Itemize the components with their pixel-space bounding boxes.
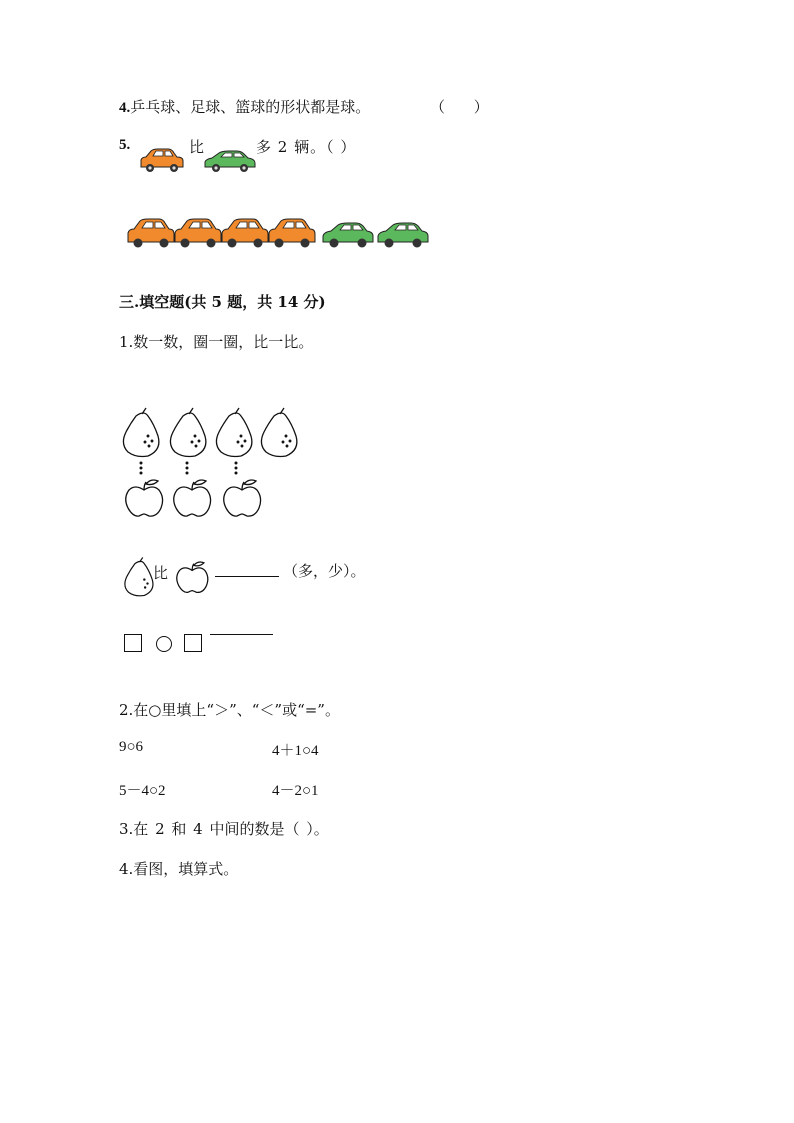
judge-q5-number: 5. xyxy=(119,137,131,153)
green-car-icon xyxy=(203,149,257,173)
compare-item[interactable]: 4－2○1 xyxy=(272,783,319,799)
orange-car-2 xyxy=(175,219,221,248)
pear-icon xyxy=(216,408,251,457)
pear-icon xyxy=(170,408,205,457)
compare-item[interactable]: 4＋1○4 xyxy=(272,743,319,759)
compare-item[interactable]: 9○6 xyxy=(119,739,144,755)
judge-q5-more: 多 2 辆。（ ） xyxy=(256,138,357,156)
apple-icon xyxy=(126,480,163,516)
fill-q3-text: 3.在 2 和 4 中间的数是（ ）。 xyxy=(119,820,329,838)
judge-q4-answer-paren[interactable]: （ ） xyxy=(430,98,501,116)
answer-circle[interactable] xyxy=(156,636,172,652)
pear-icon xyxy=(122,559,154,597)
dotted-link xyxy=(140,462,238,475)
compare-item[interactable]: 5－4○2 xyxy=(119,783,166,799)
q-number: 4. xyxy=(119,100,131,116)
answer-box-right[interactable] xyxy=(184,634,202,652)
pear-icon xyxy=(261,408,296,457)
green-car-2 xyxy=(378,223,428,248)
answer-box-left[interactable] xyxy=(124,634,142,652)
apple-icon xyxy=(224,480,261,516)
pear-icon xyxy=(123,408,158,457)
car-row-illustration xyxy=(126,216,436,250)
compare-bi: 比 xyxy=(153,564,169,582)
fill-q2-text: 2.在○里填上“＞”、“＜”或“=”。 xyxy=(119,701,340,719)
apple-icon xyxy=(174,480,211,516)
compare-answer-blank[interactable] xyxy=(215,560,279,577)
compare-hint: （多，少）。 xyxy=(283,562,366,580)
judge-q5-bi: 比 xyxy=(189,138,205,156)
judge-q4 xyxy=(119,96,370,117)
green-car-1 xyxy=(323,223,373,248)
orange-car-3 xyxy=(222,219,268,248)
apple-icon xyxy=(176,562,210,594)
pears-apples-illustration xyxy=(120,410,310,520)
fill-q4-text: 4.看图，填算式。 xyxy=(119,860,239,878)
section-title: 三.填空题(共 5 题，共 14 分) xyxy=(119,293,326,311)
answer-line[interactable] xyxy=(210,634,273,635)
orange-car-icon xyxy=(138,147,186,173)
q-text: 乒乓球、足球、篮球的形状都是球。 xyxy=(130,98,371,116)
orange-car-1 xyxy=(128,219,174,248)
fill-q1-text: 1.数一数，圈一圈，比一比。 xyxy=(119,333,314,351)
orange-car-4 xyxy=(269,219,315,248)
